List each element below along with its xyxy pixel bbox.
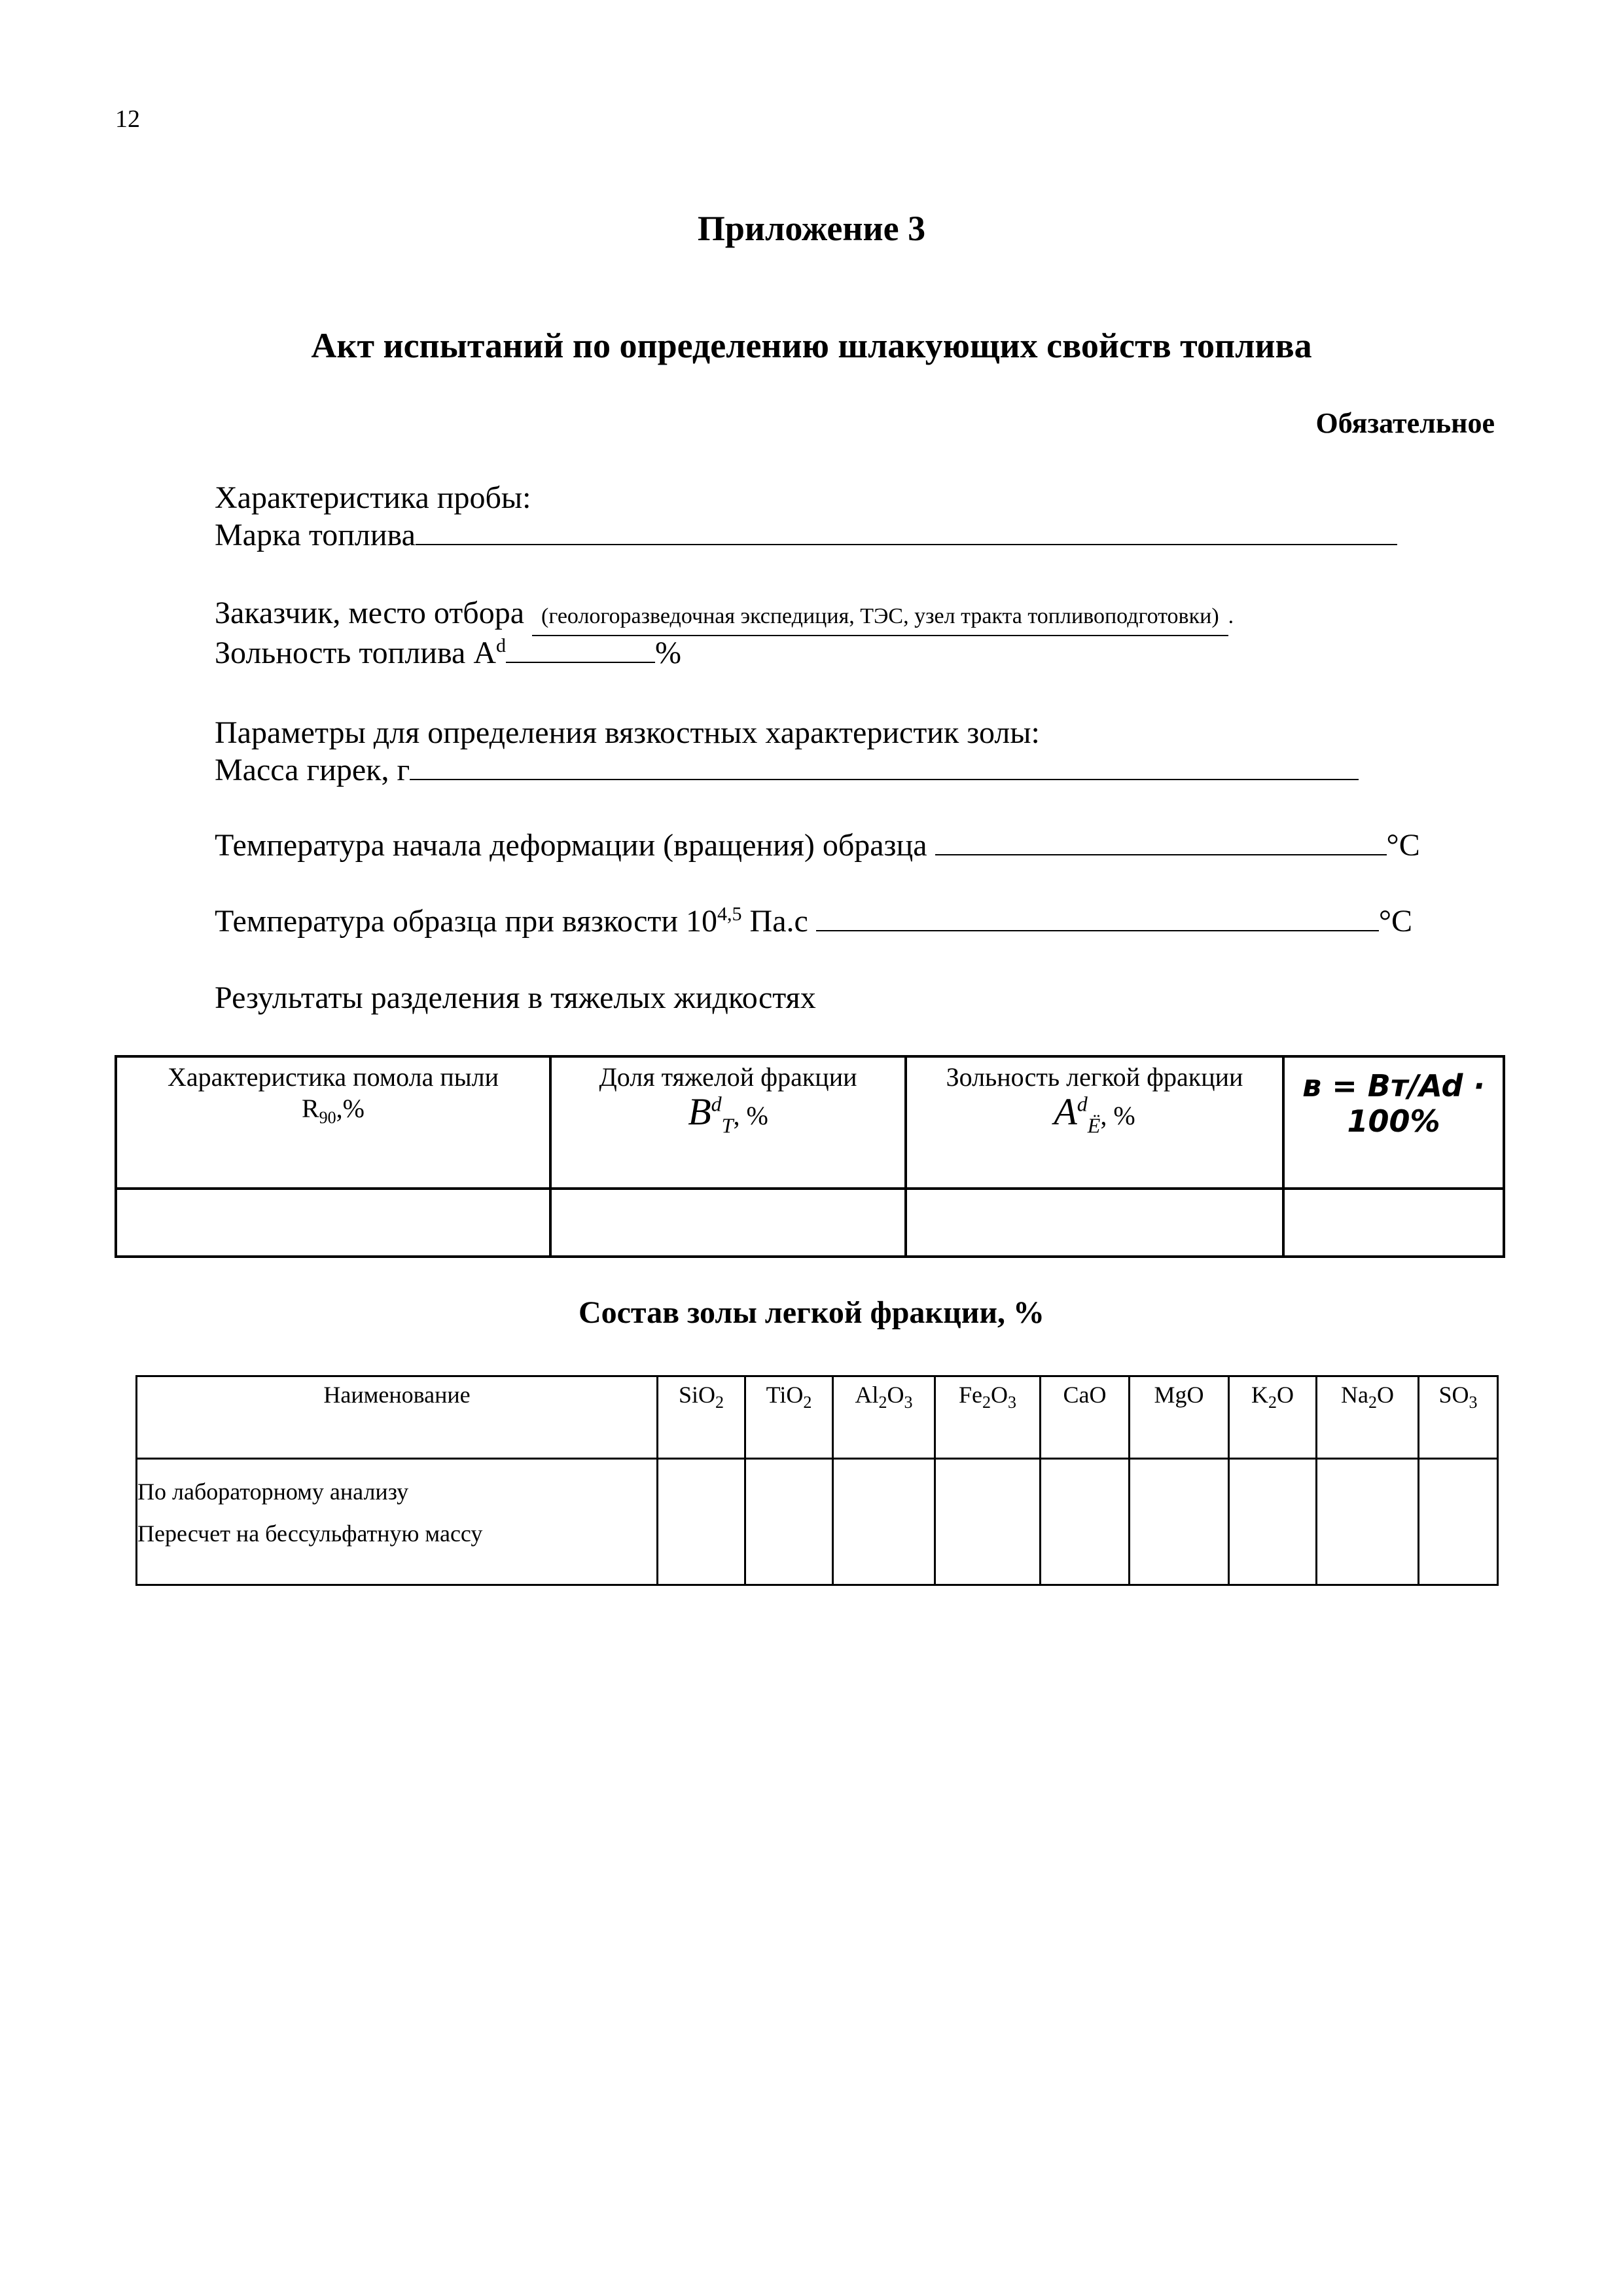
status-label: Обязательное — [1315, 407, 1495, 439]
separation-table — [115, 1055, 1505, 1258]
temp-start-unit: °C — [1386, 828, 1420, 863]
composition-table — [135, 1375, 1499, 1586]
temp-visc-label: Температура образца при вязкости 10 — [215, 904, 718, 939]
cell-compound-8[interactable] — [1419, 1459, 1498, 1585]
col-compound-0: SiO$_2$ — [658, 1376, 745, 1459]
col-light-ash: Зольность легкой фракции $A^d_Ё$, % — [906, 1056, 1283, 1189]
cell-light-ash[interactable] — [906, 1189, 1283, 1257]
cell-compound-5[interactable] — [1130, 1459, 1229, 1585]
col-grinding: Характеристика помола пыли $R_{90},\%$ — [116, 1056, 550, 1189]
cell-compound-4[interactable] — [1041, 1459, 1130, 1585]
cell-formula[interactable] — [1283, 1189, 1504, 1257]
temp-visc-field[interactable] — [816, 903, 1379, 931]
page-number: 12 — [115, 105, 140, 133]
col-compound-2: $Al_2O_3$ — [833, 1376, 935, 1459]
cell-grinding[interactable] — [116, 1189, 550, 1257]
sample-char-label: Характеристика пробы: — [215, 480, 531, 515]
temp-visc-unit: °C — [1378, 904, 1413, 939]
row-names — [137, 1459, 658, 1585]
fuel-brand-field[interactable] — [416, 516, 1397, 545]
params-label: Параметры для определения вязкостных характеристик золы: — [215, 715, 1040, 750]
cell-compound-6[interactable] — [1229, 1459, 1317, 1585]
customer-row: Заказчик, место отбора (геологоразведочная экспедиция, ТЭС, узел тракта топливоподготовки) . — [215, 595, 1234, 636]
cell-heavy-fraction[interactable] — [550, 1189, 906, 1257]
temp-start-row — [215, 827, 1420, 864]
document-title: Акт испытаний по определению шлакующих свойств топлива — [311, 326, 1312, 365]
col-compound-1: TiO$_2$ — [745, 1376, 833, 1459]
ash-row: Зольность топлива $A^d$ % — [215, 635, 681, 670]
temp-visc-row: Температура образца при вязкости 10$^{4,5}$ Па.с °C — [215, 903, 1413, 939]
cell-compound-0[interactable] — [658, 1459, 745, 1585]
appendix-heading: Приложение 3 — [697, 209, 926, 248]
ash-field[interactable] — [506, 634, 655, 663]
cell-compound-1[interactable] — [745, 1459, 833, 1585]
results-label: Результаты разделения в тяжелых жидкостях — [215, 980, 816, 1015]
fuel-brand-row — [215, 516, 1397, 554]
row-sulfate-free: Пересчет на бессульфатную массу — [137, 1520, 483, 1547]
temp-start-field[interactable] — [935, 827, 1387, 855]
customer-field[interactable]: (геологоразведочная экспедиция, ТЭС, узел тракта топливоподготовки) — [532, 598, 1228, 636]
col-heavy-fraction: Доля тяжелой фракции $B^d_T$, % — [550, 1056, 906, 1189]
weights-row — [215, 751, 1359, 789]
weights-label: Масса гирек, г — [215, 753, 410, 787]
customer-label: Заказчик, место отбора — [215, 596, 524, 630]
col-compound-5: MgO — [1130, 1376, 1229, 1459]
col-compound-4: CaO — [1041, 1376, 1130, 1459]
fuel-brand-label: Марка топлива — [215, 518, 416, 552]
cell-compound-3[interactable] — [935, 1459, 1041, 1585]
temp-start-label: Температура начала деформации (вращения) образца — [215, 828, 927, 863]
row-lab-analysis: По лабораторному анализу — [137, 1479, 409, 1505]
ash-unit: % — [654, 636, 681, 670]
cell-compound-2[interactable] — [833, 1459, 935, 1585]
col-compound-8: $SO_3$ — [1419, 1376, 1498, 1459]
col-compound-7: $Na_2O$ — [1317, 1376, 1419, 1459]
ash-label: Зольность топлива A — [215, 636, 496, 670]
col-compound-6: $K_2O$ — [1229, 1376, 1317, 1459]
weights-field[interactable] — [410, 751, 1359, 780]
col-name: Наименование — [137, 1376, 658, 1459]
col-compound-3: $Fe_2O_3$ — [935, 1376, 1041, 1459]
cell-compound-7[interactable] — [1317, 1459, 1419, 1585]
col-formula: в = Bт/Ad · 100% — [1283, 1056, 1504, 1189]
composition-title: Состав золы легкой фракции, % — [578, 1295, 1045, 1330]
